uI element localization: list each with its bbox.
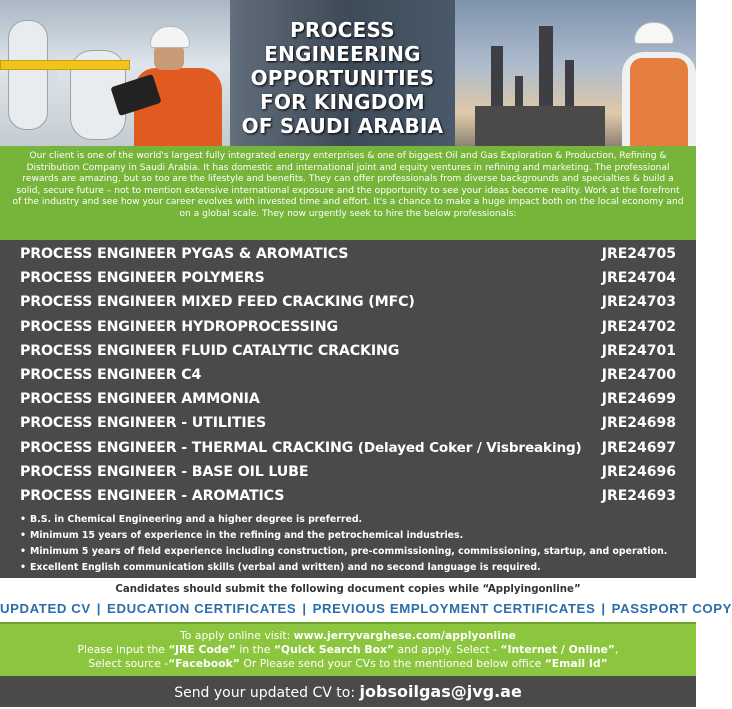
title-line: PROCESS ENGINEERING [264,18,421,66]
job-row [0,315,696,339]
document-item: PASSPORT COPY [611,601,732,616]
job-code: JRE24701 [601,342,676,359]
job-title [20,366,201,384]
worker-with-tablet-image [132,20,224,146]
footer-email-link[interactable]: jobsoilgas@jvg.ae [359,682,522,701]
apply-text: Or Please send your CVs to the mentioned below office [239,657,545,670]
document-item: UPDATED CV [0,601,91,616]
refinery-worker-photo-left [0,0,230,146]
apply-text: , [615,643,619,656]
apply-line-3 [0,657,696,671]
job-title-text: PROCESS ENGINEER C4 [20,366,202,383]
separator: | [302,601,307,616]
job-title-text: PROCESS ENGINEER MIXED FEED CRACKING (MFC) [20,294,415,311]
document-item: PREVIOUS EMPLOYMENT CERTIFICATES [312,601,596,616]
apply-line-2 [0,643,696,657]
job-row [0,339,696,363]
job-title-text: PROCESS ENGINEER POLYMERS [20,270,265,287]
pipe-graphic [8,20,48,130]
requirement-item: • B.S. in Chemical Engineering and a higher degree is preferred. [20,512,696,528]
apply-url-link[interactable]: www.jerryvarghese.com/applyonline [293,629,516,642]
job-list [0,240,696,512]
email-id-label: “Email Id” [544,657,608,670]
job-code: JRE24700 [601,366,676,383]
job-code: JRE24698 [601,415,676,432]
facebook-label: “Facebook” [168,657,240,670]
job-row [0,460,696,484]
internet-online-label: “Internet / Online” [500,643,615,656]
job-title [20,342,399,360]
job-title [20,293,415,311]
refinery-skyline-photo-right [455,0,696,146]
job-title [20,463,308,481]
apply-text: and apply. Select - [394,643,501,656]
footer-prefix: Send your updated CV to: [174,685,360,701]
job-code: JRE24703 [601,294,676,311]
job-row [0,242,696,266]
job-title-text: PROCESS ENGINEER HYDROPROCESSING [20,318,339,335]
job-code: JRE24702 [601,318,676,335]
requirements-list [0,512,696,578]
job-title [20,269,265,287]
job-code: JRE24699 [601,391,676,408]
job-code: JRE24705 [601,246,676,262]
apply-text: Please input the [77,643,169,656]
footer [0,676,696,707]
separator: | [96,601,102,616]
job-title [20,414,266,432]
apply-line-1 [0,629,696,643]
job-row [0,411,696,435]
yellow-pipe-graphic [0,60,130,70]
job-title [20,487,284,505]
requirement-item: • Minimum 5 years of field experience including construction, pre-commissioning, commissioning, startup, and operation. [20,544,696,560]
apply-section [0,622,696,676]
title-line: OPPORTUNITIES [250,66,435,90]
job-row [0,436,696,460]
job-title [20,390,260,408]
documents-list [0,601,732,617]
quick-search-label: “Quick Search Box” [273,643,395,656]
job-row [0,387,696,411]
refinery-base [475,106,605,146]
apply-text: in the [235,643,274,656]
jre-code-label: “JRE Code” [168,643,236,656]
documents-lead: Candidates should submit the following document copies while “Applyingonline” [115,584,581,595]
job-title-subtext: (Delayed Coker / Visbreaking) [353,439,582,456]
job-row [0,266,696,290]
apply-text: Select source - [88,657,169,670]
job-code: JRE24696 [601,463,676,480]
requirement-item: • Minimum 15 years of experience in the refining and the petrochemical industries. [20,528,696,544]
job-code: JRE24693 [601,487,676,504]
title-line: OF SAUDI ARABIA [241,114,444,138]
requirement-item: • Excellent English communication skills (verbal and written) and no second language is required. [20,560,696,576]
job-title-text: PROCESS ENGINEER - THERMAL CRACKING [20,439,354,456]
job-code: JRE24704 [601,270,676,287]
job-code: JRE24697 [601,439,676,456]
job-row [0,363,696,387]
job-title-text: PROCESS ENGINEER - BASE OIL LUBE [20,463,309,480]
intro-section [0,146,696,240]
separator: | [601,601,606,616]
job-title-text: PROCESS ENGINEER - AROMATICS [20,487,285,504]
engineer-worker-image [616,18,696,146]
intro-text: Our client is one of the world's largest fully integrated energy enterprises & one of biggest Oil and Gas Exploration & Production, Refining & Distribution Company in Saudi Arabia. It has domestic and international joint and equity ventures in refining and marketing. The professional rewards are amazing, but so too are the lifestyle and benefits. They can offer professionals from diverse backgrounds and specialties & build a solid, secure future – not to mention extensive international exposure and the opportunity to see your ideas become reality. Work at the forefront of the industry and see how your career evolves with invested time and effort. It's a chance to make a huge impact both on the local economy and on a global scale. They now urgently seek to hire the below professionals: [12,151,684,219]
documents-section [0,578,732,622]
job-row [0,290,696,314]
job-title-text: PROCESS ENGINEER FLUID CATALYTIC CRACKING [20,342,400,359]
job-title [20,318,338,336]
title-line: FOR KINGDOM [260,90,425,114]
job-title-text: PROCESS ENGINEER PYGAS & AROMATICS [20,246,349,262]
apply-text: To apply online visit: [180,629,294,642]
job-row [0,484,696,508]
job-title [20,245,348,263]
job-title-text: PROCESS ENGINEER - UTILITIES [20,415,267,432]
job-title-text: PROCESS ENGINEER AMMONIA [20,391,260,408]
header-banner [0,0,696,146]
banner-title [230,18,455,138]
document-item: EDUCATION CERTIFICATES [107,601,297,616]
job-title [20,439,582,457]
